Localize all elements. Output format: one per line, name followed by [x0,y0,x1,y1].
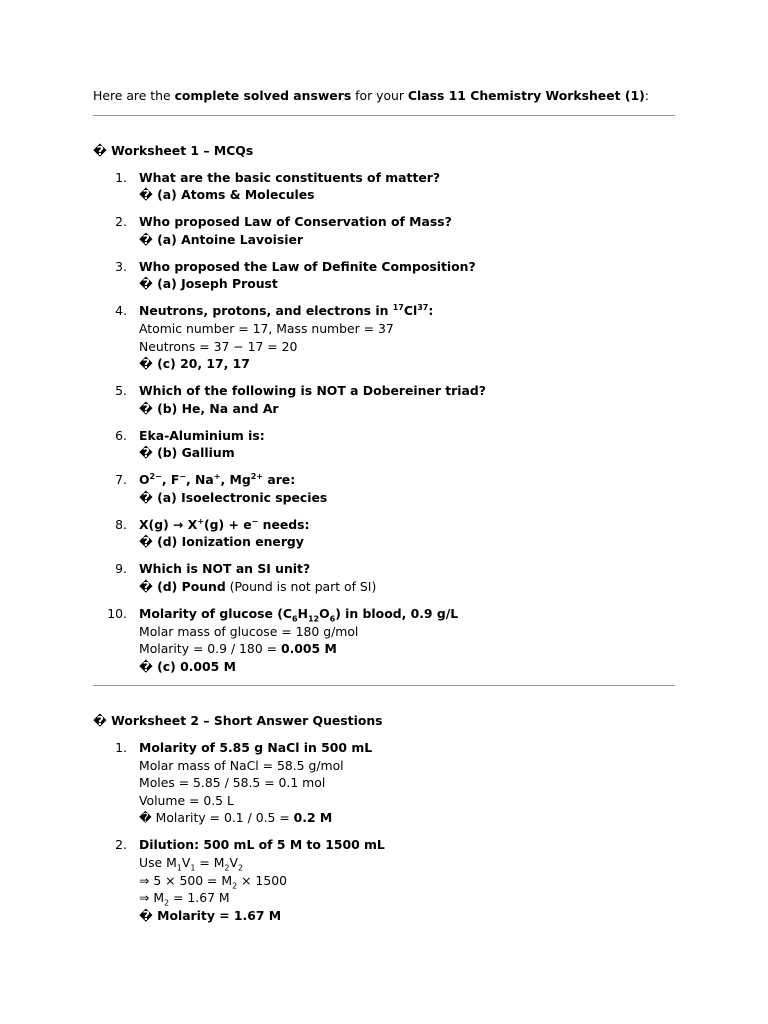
intro-bold-answers: complete solved answers [174,88,352,103]
subscript: 1 [190,863,196,873]
question-text: Neutrons, protons, and electrons in [139,303,393,319]
subscript: 2 [164,898,170,908]
answer: � (a) Joseph Proust [139,276,278,292]
list-item [93,302,675,372]
question: Eka-Aluminium is: [139,427,265,443]
list-item [93,516,675,551]
question: Molarity of 5.85 g NaCl in 500 mL [139,739,373,755]
intro-line [93,87,675,105]
working-text: ⇒ M [139,890,165,906]
worksheet1-list [93,169,675,676]
question [139,516,675,534]
working-text: Molarity = 0.9 / 180 = [139,641,281,657]
superscript: 2+ [250,472,264,482]
answer: � (c) 20, 17, 17 [139,356,250,372]
question-text: H [297,605,308,621]
working-line: Molar mass of glucose = 180 g/mol [139,623,359,639]
list-item [93,382,675,417]
working-line [139,889,675,907]
item-number: 2. [115,837,127,853]
question: Dilution: 500 mL of 5 M to 1500 mL [139,837,385,853]
worksheet2-list [93,739,675,924]
intro-prefix: Here are the [93,88,175,103]
list-item [93,471,675,506]
working-text: = 1.67 M [169,890,230,906]
superscript: 17 [392,303,404,313]
working-text: × 1500 [237,872,287,888]
working-line: Moles = 5.85 / 58.5 = 0.1 mol [139,775,326,791]
document-page [93,87,675,924]
working-line [139,872,675,890]
divider [93,685,675,686]
answer-result: 0.2 M [293,810,333,826]
item-number: 10. [107,605,127,621]
answer-bold: � (d) Pound [139,579,226,594]
question [139,605,675,623]
question: Who proposed the Law of Definite Composition? [139,258,476,274]
item-number: 6. [115,427,127,443]
answer: � (c) 0.005 M [139,658,236,674]
superscript: 37 [417,303,429,313]
superscript: − [251,516,259,526]
list-item [93,605,675,675]
list-item [93,213,675,248]
item-number: 1. [115,739,127,755]
question-text: (g) + e [204,516,252,532]
item-number: 5. [115,383,127,399]
superscript: 2− [149,472,162,482]
item-number: 1. [115,169,127,185]
list-item [93,560,675,595]
answer: � (d) Ionization energy [139,534,304,550]
working-text: Use M [139,854,177,870]
answer: � (b) Gallium [139,445,235,461]
subscript: 6 [329,614,336,624]
worksheet2-title: � Worksheet 2 – Short Answer Questions [93,713,383,729]
subscript: 2 [224,863,230,873]
subscript: 2 [237,863,244,873]
superscript: + [197,516,205,526]
answer-note: (Pound is not part of SI) [225,579,377,594]
superscript: − [179,472,187,482]
question-text: are: [263,472,296,488]
question-text: , Na [186,472,214,488]
intro-bold-worksheet: Class 11 Chemistry Worksheet (1) [407,88,645,103]
working-line: Molar mass of NaCl = 58.5 g/mol [139,757,344,773]
question-text: , F [161,472,180,488]
question-text: needs: [258,516,310,532]
answer [139,578,675,596]
working-text: V [229,854,238,870]
superscript: + [213,472,221,482]
question-text: , Mg [220,472,251,488]
list-item [93,258,675,293]
working-line [139,640,675,658]
working-text: ⇒ 5 × 500 = M [139,872,233,888]
subscript: 12 [307,614,320,624]
item-number: 8. [115,516,127,532]
working-text: = M [195,854,225,870]
answer: � (a) Atoms & Molecules [139,187,315,203]
question-text: ) in blood, 0.9 g/L [335,605,459,621]
item-number: 9. [115,561,127,577]
working-line [139,854,675,872]
answer: � (b) He, Na and Ar [139,400,279,416]
answer: � Molarity = 1.67 M [139,907,282,923]
item-number: 4. [115,303,127,319]
list-item [93,427,675,462]
question-text: Molarity of glucose (C [139,605,292,621]
worksheet1-title: � Worksheet 1 – MCQs [93,143,254,158]
question: What are the basic constituents of matter? [139,169,441,185]
question [139,302,675,320]
subscript: 6 [291,614,298,624]
working-line: Volume = 0.5 L [139,792,234,808]
list-item [93,739,675,827]
item-number: 7. [115,472,127,488]
answer: � (a) Antoine Lavoisier [139,231,303,247]
item-number: 3. [115,258,127,274]
question: Who proposed Law of Conservation of Mass? [139,214,452,230]
subscript: 2 [232,880,238,890]
intro-middle: for your [351,88,408,103]
list-item [93,836,675,924]
question-text: O [319,605,330,621]
intro-suffix: : [644,88,649,103]
question-text: : [428,303,434,319]
answer: � (a) Isoelectronic species [139,489,328,505]
item-number: 2. [115,214,127,230]
working-result: 0.005 M [280,641,337,657]
question: Which is NOT an SI unit? [139,561,311,577]
subscript: 1 [176,863,182,873]
working-line: Atomic number = 17, Mass number = 37 [139,320,394,336]
element-symbol: Cl [403,303,418,319]
list-item [93,169,675,204]
working-line: Neutrons = 37 − 17 = 20 [139,338,298,354]
question-text: O [139,472,150,488]
question-text: X(g) → X [139,516,198,532]
answer [139,809,675,827]
question: Which of the following is NOT a Dobereiner triad? [139,383,486,399]
question [139,471,675,489]
divider [93,115,675,116]
working-text: V [181,854,191,870]
answer-text: � Molarity = 0.1 / 0.5 = [139,810,294,826]
